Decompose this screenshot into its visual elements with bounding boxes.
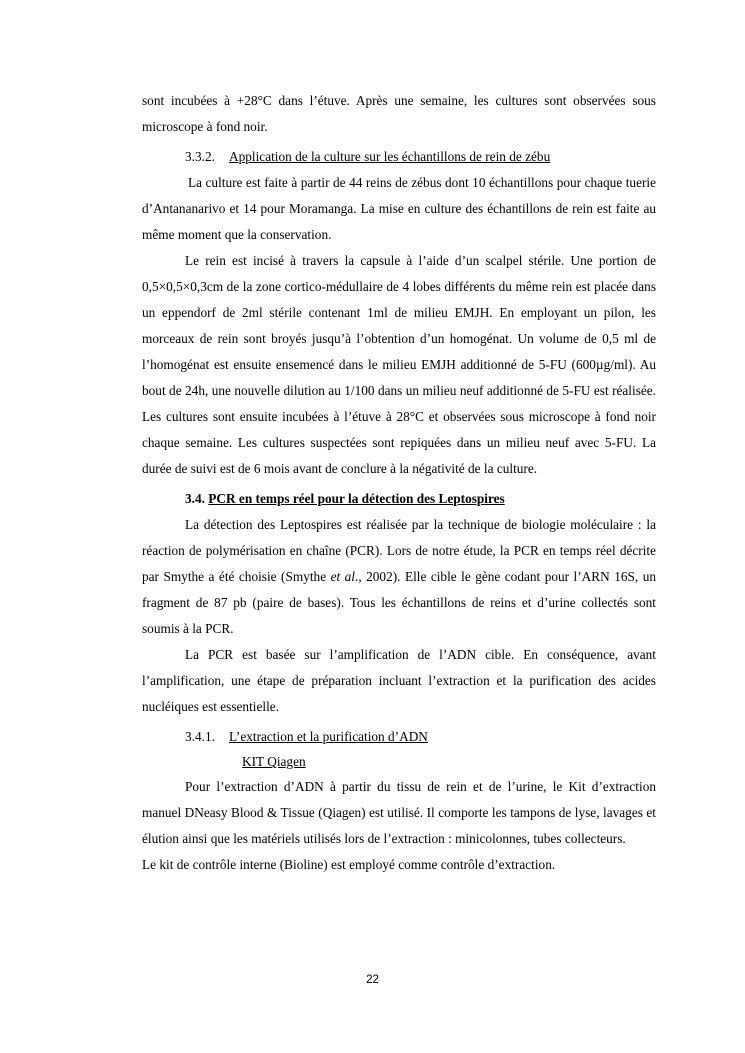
text-segment: La détection des Leptospires est réalisée par la technique de biologie moléculaire : la réaction de polymérisation en chaîne (PCR). Lors de notre étude, la PCR en temps réel décrite par Smythe a été choisie (Smythe bbox=[142, 517, 656, 584]
section-title: PCR en temps réel pour la détection des Leptospires bbox=[208, 491, 505, 506]
section-heading-3-4-1 bbox=[142, 724, 656, 750]
paragraph-pcr-principle: La PCR est basée sur l’amplification de l’ADN cible. En conséquence, avant l’amplification, une étape de préparation incluant l’extraction et la purification des acides nucléiques est essentielle. bbox=[142, 647, 656, 714]
paragraph-pcr-detection bbox=[142, 512, 656, 642]
page-number: 22 bbox=[366, 974, 379, 986]
paragraph-intro: sont incubées à +28°C dans l’étuve. Après une semaine, les cultures sont observées sous microscope à fond noir. bbox=[142, 93, 656, 134]
paragraph-culture-method: Le rein est incisé à travers la capsule à l’aide d’un scalpel stérile. Une portion de 0,5×0,5×0,3cm de la zone cortico-médullaire de 4 lobes différents du même rein est placée dans un eppendorf de 2ml stérile contenant 1ml de milieu EMJH. En employant un pilon, les morceaux de rein sont broyés jusqu’à l’obtention d’un homogénat. Un volume de 0,5 ml de l’homogénat est ensuite ensemencé dans le milieu EMJH additionné de 5-FU (600µg/ml). Au bout de 24h, une nouvelle dilution au 1/100 dans un milieu neuf additionné de 5-FU est réalisée. Les cultures sont ensuite incubées à l’étuve à 28°C et observées sous microscope à fond noir chaque semaine. Les cultures suspectées sont repiquées dans un milieu neuf avec 5-FU. La durée de suivi est de 6 mois avant de conclure à la négativité de la culture. bbox=[142, 253, 656, 476]
section-number: 3.3.2. bbox=[185, 149, 215, 164]
kit-label-text: KIT Qiagen bbox=[242, 754, 306, 769]
section-title: L’extraction et la purification d’ADN bbox=[229, 729, 428, 744]
citation-italic: et al bbox=[330, 569, 355, 584]
kit-label bbox=[142, 750, 656, 774]
section-title: Application de la culture sur les échantillons de rein de zébu bbox=[229, 149, 551, 164]
paragraph-internal-control: Le kit de contrôle interne (Bioline) est employé comme contrôle d’extraction. bbox=[142, 857, 556, 872]
text-segment: ., 2002). Elle cible le gène codant pour l’ARN 16S, un fragment de 87 pb (paire de bases). Tous les échantillons de reins et d’urine collectés sont soumis à la PCR. bbox=[142, 569, 657, 636]
section-heading-3-4 bbox=[142, 486, 656, 512]
paragraph-dna-extraction: Pour l’extraction d’ADN à partir du tissu de rein et de l’urine, le Kit d’extraction manuel DNeasy Blood & Tissue (Qiagen) est utilisé. Il comporte les tampons de lyse, lavages et élution ainsi que les matériels utilisés lors de l’extraction : minicolonnes, tubes collecteurs. bbox=[142, 779, 656, 846]
section-number: 3.4. bbox=[185, 491, 205, 506]
section-number: 3.4.1. bbox=[185, 729, 215, 744]
document-page bbox=[142, 88, 656, 878]
section-heading-3-3-2 bbox=[142, 144, 656, 170]
paragraph-culture-samples: La culture est faite à partir de 44 reins de zébus dont 10 échantillons pour chaque tuerie d’Antananarivo et 14 pour Moramanga. La mise en culture des échantillons de rein est faite au même moment que la conservation. bbox=[142, 175, 656, 242]
